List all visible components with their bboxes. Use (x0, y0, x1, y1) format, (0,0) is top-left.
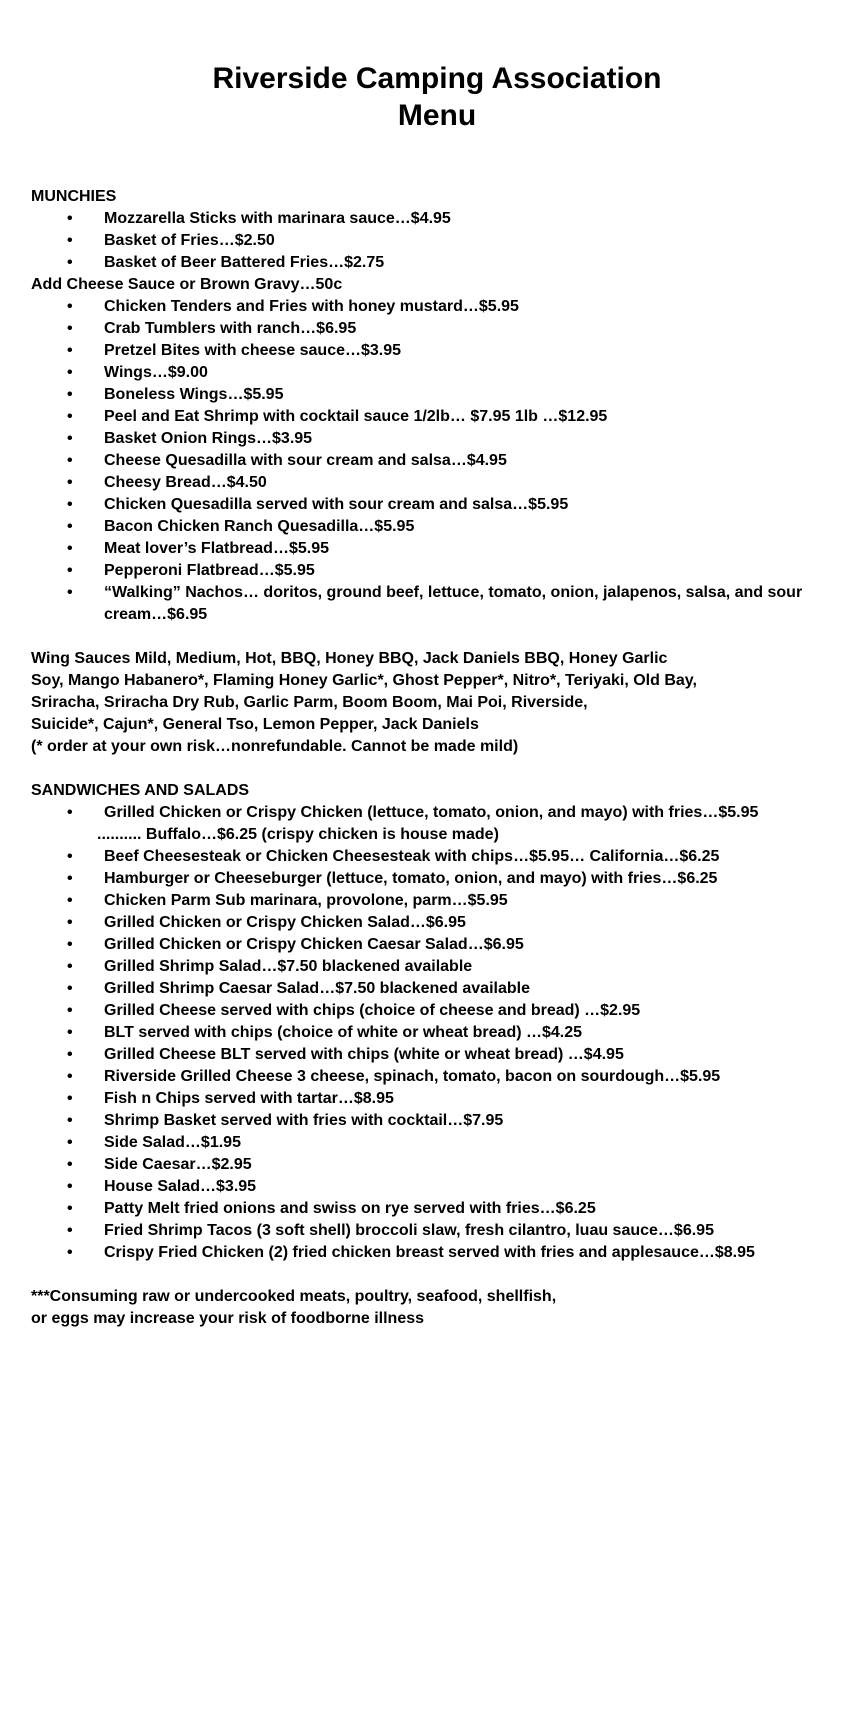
menu-item (31, 890, 851, 912)
menu-item (31, 230, 851, 252)
menu-item (31, 1044, 851, 1066)
bullet-icon: • (67, 958, 73, 975)
menu-item-text: Patty Melt fried onions and swiss on rye served with fries…$6.25 (104, 1200, 596, 1217)
spacer (31, 1264, 851, 1286)
bullet-icon: • (67, 342, 73, 359)
menu-item (31, 1066, 851, 1088)
menu-item-text: Grilled Shrimp Salad…$7.50 blackened available (104, 958, 473, 975)
menu-item (31, 802, 851, 846)
menu-item-text: Grilled Chicken or Crispy Chicken (lettuce, tomato, onion, and mayo) with fries…$5.95 (104, 804, 759, 821)
menu-content (31, 186, 851, 1330)
bullet-icon: • (67, 1068, 73, 1085)
bullet-icon: • (67, 1134, 73, 1151)
bullet-icon: • (67, 1024, 73, 1041)
menu-item-text: Riverside Grilled Cheese 3 cheese, spinach, tomato, bacon on sourdough…$5.95 (104, 1068, 721, 1085)
bullet-icon: • (67, 496, 73, 513)
menu-item (31, 868, 851, 890)
bullet-icon: • (67, 848, 73, 865)
bullet-icon: • (67, 584, 73, 601)
menu-item-text: Fried Shrimp Tacos (3 soft shell) broccoli slaw, fresh cilantro, luau sauce…$6.95 (104, 1222, 714, 1239)
bullet-icon: • (67, 914, 73, 931)
menu-item (31, 1022, 851, 1044)
menu-item (31, 956, 851, 978)
menu-item (31, 296, 851, 318)
bullet-icon: • (67, 364, 73, 381)
menu-item-text: BLT served with chips (choice of white or wheat bread) …$4.25 (104, 1024, 583, 1041)
menu-item-text: Cheesy Bread…$4.50 (104, 474, 267, 491)
food-safety-disclaimer (31, 1286, 851, 1330)
menu-item (31, 1176, 851, 1198)
bullet-icon: • (67, 892, 73, 909)
bullet-icon: • (67, 430, 73, 447)
wing-sauces-line: Suicide*, Cajun*, General Tso, Lemon Pepper, Jack Daniels (31, 716, 479, 733)
bullet-icon: • (67, 936, 73, 953)
wing-sauces-section (31, 648, 851, 758)
bullet-icon: • (67, 254, 73, 271)
spacer (31, 626, 851, 648)
bullet-icon: • (67, 298, 73, 315)
bullet-icon: • (67, 408, 73, 425)
menu-item-text: Pretzel Bites with cheese sauce…$3.95 (104, 342, 402, 359)
menu-item-text: Side Caesar…$2.95 (104, 1156, 252, 1173)
bullet-icon: • (67, 232, 73, 249)
menu-item-text: Grilled Cheese served with chips (choice of cheese and bread) …$2.95 (104, 1002, 641, 1019)
bullet-icon: • (67, 1156, 73, 1173)
menu-item-text: Crab Tumblers with ranch…$6.95 (104, 320, 357, 337)
menu-item (31, 384, 851, 406)
menu-item-text: Side Salad…$1.95 (104, 1134, 241, 1151)
bullet-icon: • (67, 1112, 73, 1129)
menu-item (31, 252, 851, 274)
menu-item (31, 934, 851, 956)
sandwiches-list (31, 802, 851, 1264)
menu-item-text: “Walking” Nachos… doritos, ground beef, lettuce, tomato, onion, jalapenos, salsa, and sour cream…$6.95 (104, 584, 803, 623)
menu-item (31, 538, 851, 560)
bullet-icon: • (67, 518, 73, 535)
menu-item-text: Bacon Chicken Ranch Quesadilla…$5.95 (104, 518, 415, 535)
bullet-icon: • (67, 210, 73, 227)
title-line-2: Menu (397, 99, 477, 132)
menu-item (31, 560, 851, 582)
menu-item-subtext: .......... Buffalo…$6.25 (crispy chicken is house made) (97, 826, 499, 843)
menu-item (31, 494, 851, 516)
menu-item (31, 362, 851, 384)
menu-item-text: Basket of Beer Battered Fries…$2.75 (104, 254, 385, 271)
menu-item-text: Wings…$9.00 (104, 364, 208, 381)
menu-item-text: Meat lover’s Flatbread…$5.95 (104, 540, 329, 557)
sandwiches-heading: SANDWICHES AND SALADS (31, 782, 250, 799)
menu-item-text: Cheese Quesadilla with sour cream and salsa…$4.95 (104, 452, 507, 469)
bullet-icon: • (67, 1178, 73, 1195)
menu-item (31, 1242, 851, 1264)
bullet-icon: • (67, 452, 73, 469)
menu-item (31, 1088, 851, 1110)
bullet-icon: • (67, 1002, 73, 1019)
menu-item-text: Peel and Eat Shrimp with cocktail sauce 1/2lb… $7.95 1lb …$12.95 (104, 408, 608, 425)
bullet-icon: • (67, 562, 73, 579)
menu-item (31, 1154, 851, 1176)
munchies-list-a (31, 208, 851, 274)
menu-item (31, 318, 851, 340)
menu-item-text: Chicken Parm Sub marinara, provolone, parm…$5.95 (104, 892, 508, 909)
menu-item (31, 846, 851, 868)
wing-sauces-warning: (* order at your own risk…nonrefundable. Cannot be made mild) (31, 738, 519, 755)
bullet-icon: • (67, 540, 73, 557)
bullet-icon: • (67, 1244, 73, 1261)
wing-sauces-line: Soy, Mango Habanero*, Flaming Honey Garlic*, Ghost Pepper*, Nitro*, Teriyaki, Old Bay, (31, 672, 697, 689)
bullet-icon: • (67, 804, 73, 821)
menu-item (31, 1198, 851, 1220)
menu-item (31, 912, 851, 934)
menu-item-text: Shrimp Basket served with fries with cocktail…$7.95 (104, 1112, 504, 1129)
menu-item-text: Chicken Quesadilla served with sour cream and salsa…$5.95 (104, 496, 569, 513)
menu-item (31, 406, 851, 428)
bullet-icon: • (67, 980, 73, 997)
menu-item (31, 208, 851, 230)
bullet-icon: • (67, 870, 73, 887)
menu-item (31, 978, 851, 1000)
bullet-icon: • (67, 474, 73, 491)
menu-item (31, 516, 851, 538)
bullet-icon: • (67, 1200, 73, 1217)
menu-item (31, 1000, 851, 1022)
menu-item (31, 1220, 851, 1242)
menu-item-text: Pepperoni Flatbread…$5.95 (104, 562, 315, 579)
bullet-icon: • (67, 320, 73, 337)
menu-title (0, 60, 864, 134)
menu-item-text: Boneless Wings…$5.95 (104, 386, 284, 403)
menu-item (31, 1110, 851, 1132)
wing-sauces-line: Sriracha, Sriracha Dry Rub, Garlic Parm, Boom Boom, Mai Poi, Riverside, (31, 694, 588, 711)
menu-item-text: Basket of Fries…$2.50 (104, 232, 275, 249)
wing-sauces-line: Wing Sauces Mild, Medium, Hot, BBQ, Honey BBQ, Jack Daniels BBQ, Honey Garlic (31, 650, 668, 667)
menu-item-text: Grilled Chicken or Crispy Chicken Salad…$6.95 (104, 914, 466, 931)
menu-item-text: Fish n Chips served with tartar…$8.95 (104, 1090, 394, 1107)
bullet-icon: • (67, 386, 73, 403)
title-line-1: Riverside Camping Association (212, 62, 662, 95)
spacer (31, 758, 851, 780)
menu-item-text: Chicken Tenders and Fries with honey mustard…$5.95 (104, 298, 519, 315)
menu-item (31, 428, 851, 450)
disclaimer-line-2: or eggs may increase your risk of foodborne illness (31, 1310, 425, 1327)
menu-item (31, 472, 851, 494)
menu-item-text: Grilled Chicken or Crispy Chicken Caesar Salad…$6.95 (104, 936, 524, 953)
bullet-icon: • (67, 1046, 73, 1063)
menu-item (31, 1132, 851, 1154)
disclaimer-line-1: ***Consuming raw or undercooked meats, poultry, seafood, shellfish, (31, 1288, 557, 1305)
munchies-add-on-note: Add Cheese Sauce or Brown Gravy…50c (31, 276, 343, 293)
munchies-heading: MUNCHIES (31, 188, 117, 205)
menu-item-text: Crispy Fried Chicken (2) fried chicken breast served with fries and applesauce…$8.95 (104, 1244, 755, 1261)
menu-item-text: Grilled Cheese BLT served with chips (white or wheat bread) …$4.95 (104, 1046, 624, 1063)
bullet-icon: • (67, 1090, 73, 1107)
menu-item-text: House Salad…$3.95 (104, 1178, 257, 1195)
menu-item-text: Grilled Shrimp Caesar Salad…$7.50 blackened available (104, 980, 530, 997)
menu-item (31, 582, 851, 626)
menu-item (31, 450, 851, 472)
menu-item-text: Beef Cheesesteak or Chicken Cheesesteak with chips…$5.95… California…$6.25 (104, 848, 720, 865)
munchies-list-b (31, 296, 851, 626)
menu-item-text: Mozzarella Sticks with marinara sauce…$4.95 (104, 210, 451, 227)
menu-item (31, 340, 851, 362)
menu-item-text: Basket Onion Rings…$3.95 (104, 430, 313, 447)
bullet-icon: • (67, 1222, 73, 1239)
menu-item-text: Hamburger or Cheeseburger (lettuce, tomato, onion, and mayo) with fries…$6.25 (104, 870, 718, 887)
